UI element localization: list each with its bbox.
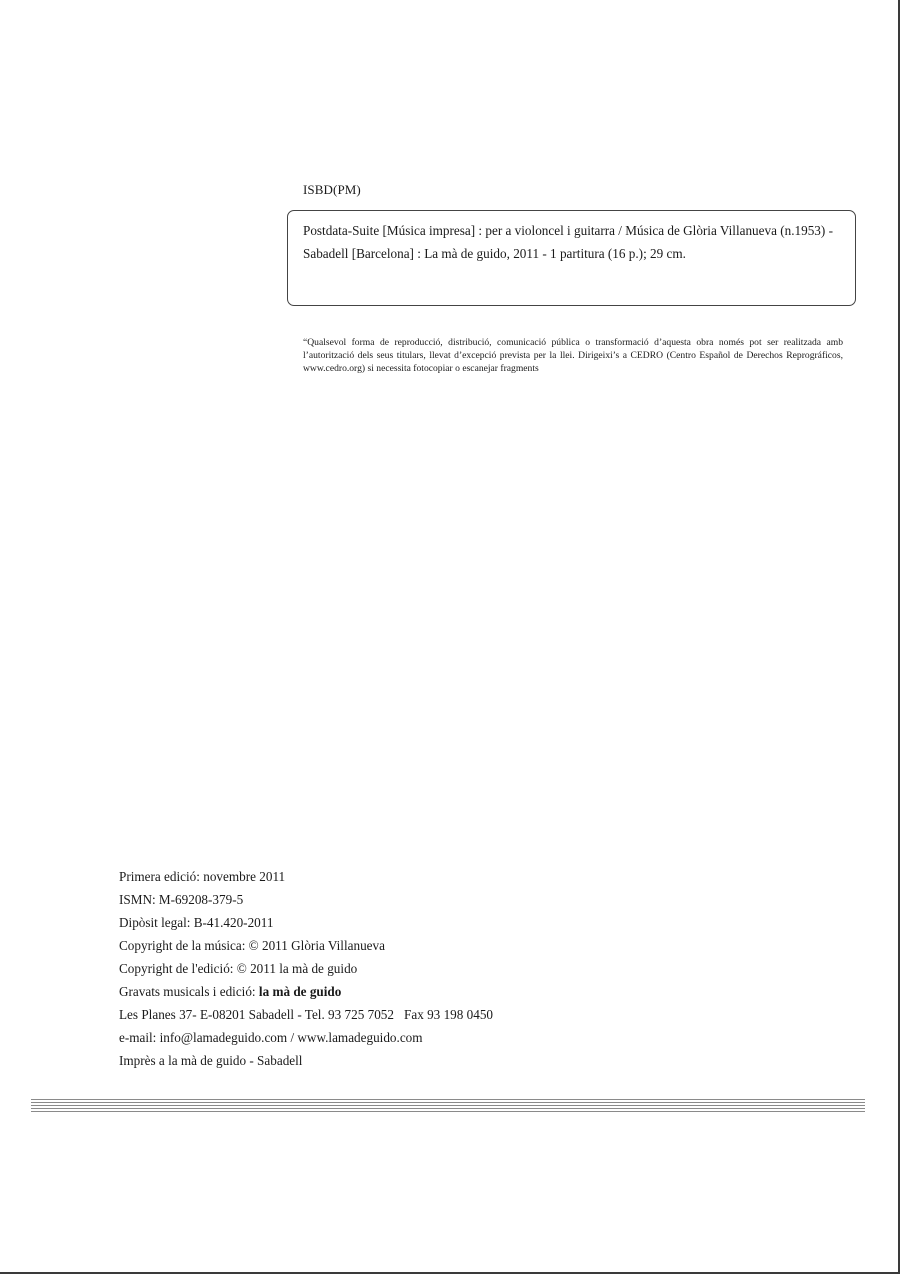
colophon (119, 865, 493, 1072)
engraving-prefix: Gravats musicals i edició: (119, 984, 259, 999)
fax-number: Fax 93 198 0450 (404, 1007, 494, 1022)
music-copyright-line: Copyright de la música: © 2011 Glòria Villanueva (119, 938, 385, 953)
legal-deposit-line: Dipòsit legal: B-41.420-2011 (119, 915, 274, 930)
staff-line (31, 1111, 865, 1112)
staff-line (31, 1099, 865, 1100)
staff-line (31, 1105, 865, 1106)
address-line (119, 1003, 493, 1026)
isbd-label: ISBD(PM) (303, 182, 361, 197)
music-staff-lines (31, 1099, 865, 1115)
first-edition-line: Primera edició: novembre 2011 (119, 869, 286, 884)
catalog-record-text: Postdata-Suite [Música impresa] : per a violoncel i guitarra / Música de Glòria Villanueva (n.1953) - Sabadell [Barcelona] : La mà de guido, 2011 - 1 partitura (16 p.); 29 cm. (303, 223, 833, 261)
edition-copyright-line: Copyright de l'edició: © 2011 la mà de guido (119, 961, 358, 976)
ismn-line: ISMN: M-69208-379-5 (119, 892, 244, 907)
contact-line: e-mail: info@lamadeguido.com / www.lamadeguido.com (119, 1030, 423, 1045)
engraving-line (119, 980, 493, 1003)
staff-line (31, 1102, 865, 1103)
staff-line (31, 1108, 865, 1109)
catalog-record-box (287, 210, 856, 306)
address-tel: Les Planes 37- E-08201 Sabadell - Tel. 93 725 7052 (119, 1007, 394, 1022)
printed-line: Imprès a la mà de guido - Sabadell (119, 1053, 303, 1068)
legal-notice: “Qualsevol forma de reproducció, distribució, comunicació pública o transformació d’aquesta obra només pot ser realitzada amb l’autorització dels seus titulars, llevat d’excepció prevista per la llei. Dirigeixi’s a CEDRO (Centro Español de Derechos Reprográficos, www.cedro.org) si necessita fotocopiar o escanejar fragments (303, 337, 843, 374)
engraving-publisher: la mà de guido (258, 984, 342, 999)
